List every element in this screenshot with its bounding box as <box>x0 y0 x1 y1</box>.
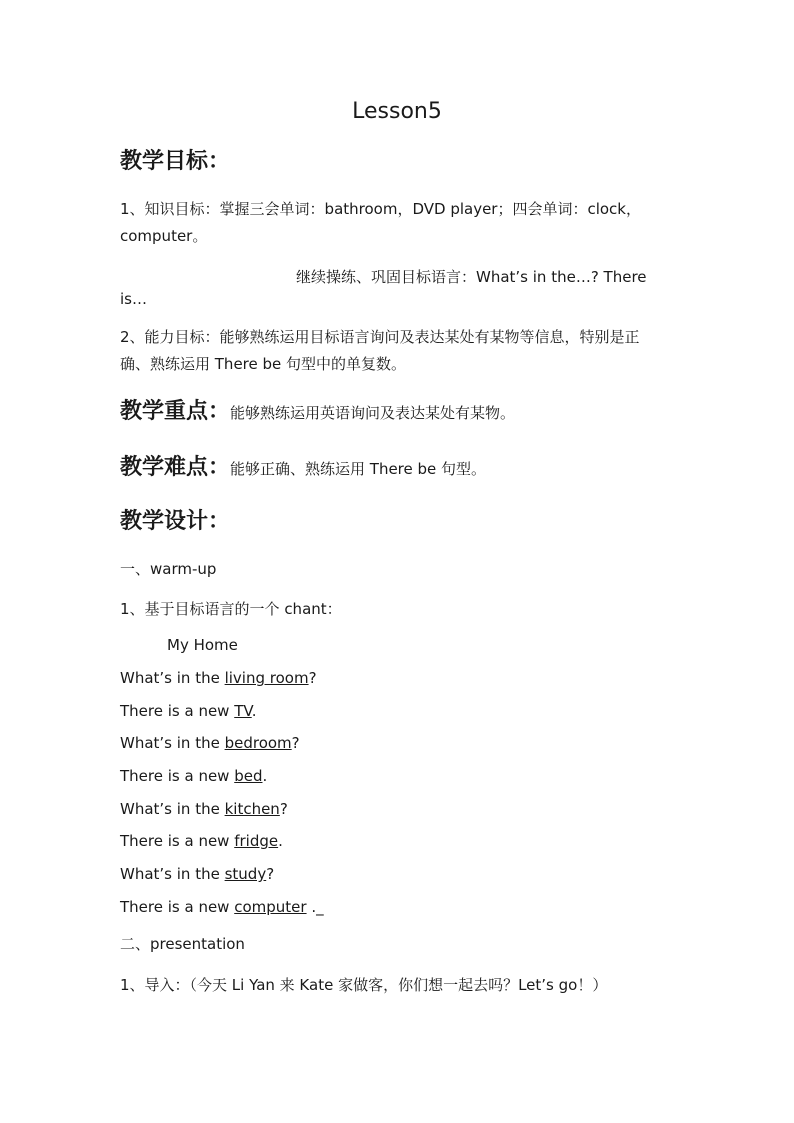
chant-line: There is a new fridge. <box>120 832 283 850</box>
chant-line: There is a new computer ._ <box>120 898 324 916</box>
difficulty-heading: 教学难点： <box>120 455 231 480</box>
chant-underlined-word: TV <box>234 702 252 720</box>
goal1-line2: computer。 <box>120 227 208 245</box>
goal1-line1: 1、知识目标：掌握三会单词：bathroom，DVD player；四会单词：clock， <box>120 200 641 218</box>
chant-underlined-word: living room <box>224 669 309 687</box>
chant-underlined-word: bedroom <box>224 734 292 752</box>
presentation-heading: 二、presentation <box>120 935 245 953</box>
key-points-heading: 教学重点： <box>120 399 231 424</box>
chant-underlined-word: study <box>224 865 267 883</box>
chant-line: What’s in the kitchen? <box>120 800 288 818</box>
chant-line: What’s in the bedroom? <box>120 734 300 752</box>
design-heading: 教学设计： <box>120 509 231 534</box>
chant-line: There is a new TV. <box>120 702 257 720</box>
intro-line: 1、导入：（今天 Li Yan 来 Kate 家做客，你们想一起去吗？Let’s go！） <box>120 976 608 994</box>
lesson-title: Lesson5 <box>352 99 442 124</box>
goals-heading: 教学目标： <box>120 149 231 174</box>
chant-title: My Home <box>167 636 238 654</box>
chant-underlined-word: fridge <box>234 832 279 850</box>
key-points-text: 能够熟练运用英语询问及表达某处有某物。 <box>230 404 516 422</box>
difficulty-paragraph <box>120 454 486 483</box>
difficulty-text: 能够正确、熟练运用 There be 句型。 <box>230 460 487 478</box>
chant-intro: 1、基于目标语言的一个 chant： <box>120 600 342 618</box>
chant-line: There is a new bed. <box>120 767 268 785</box>
chant-underlined-word: bed <box>234 767 263 785</box>
goal1-line3: 继续操练、巩固目标语言：What’s in the…? There <box>296 268 647 286</box>
chant-underlined-word: computer <box>234 898 307 916</box>
chant-line: What’s in the living room? <box>120 669 317 687</box>
goal2-line2: 确、熟练运用 There be 句型中的单复数。 <box>120 355 407 373</box>
goal2-line1: 2、能力目标：能够熟练运用目标语言询问及表达某处有某物等信息，特别是正 <box>120 328 640 346</box>
goal1-line4: is… <box>120 290 147 308</box>
chant-underlined-word: kitchen <box>224 800 280 818</box>
warmup-heading: 一、warm-up <box>120 560 217 578</box>
chant-line: What’s in the study? <box>120 865 275 883</box>
key-points-paragraph <box>120 398 515 427</box>
